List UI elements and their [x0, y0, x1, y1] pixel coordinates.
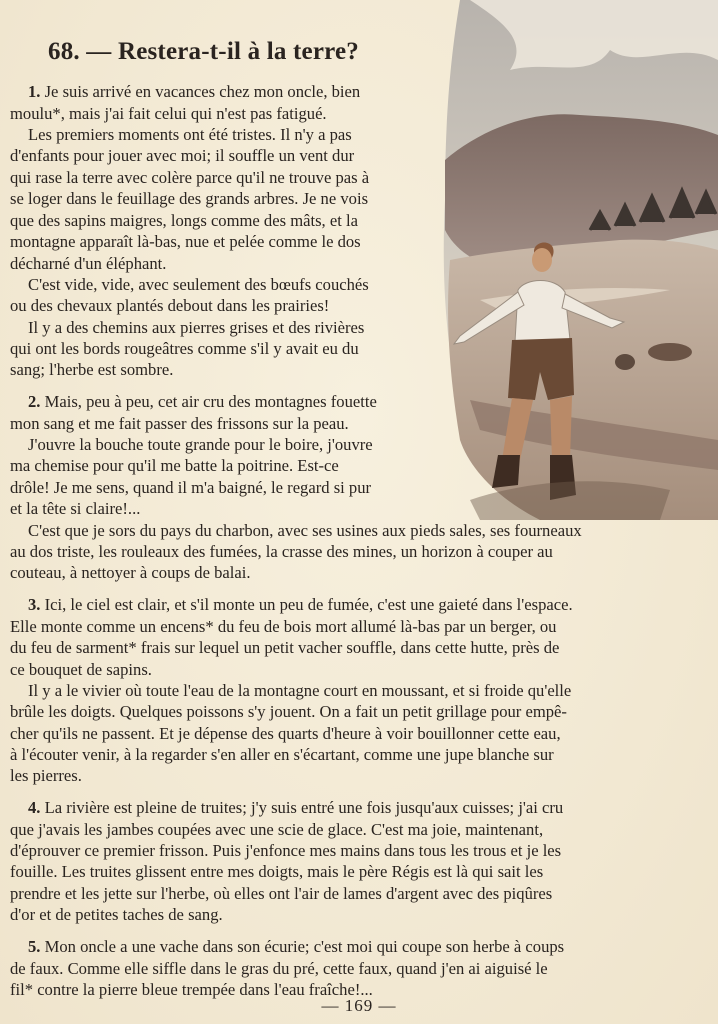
page-number: — 169 — [321, 996, 397, 1015]
text-line: au dos triste, les rouleaux des fumées, la crasse des mines, un horizon à couper au [10, 542, 553, 561]
paragraph-number: 3. [28, 595, 41, 614]
text-line: sang; l'herbe est sombre. [10, 360, 174, 379]
text-line: les pierres. [10, 766, 82, 785]
text-line: 3. Ici, le ciel est clair, et s'il monte un peu de fumée, c'est une gaieté dans l'espace. [28, 595, 573, 614]
paragraph-number: 2. [28, 392, 41, 411]
text-line: J'ouvre la bouche toute grande pour le boire, j'ouvre [28, 435, 373, 454]
text-line: mon sang et me fait passer des frissons sur la peau. [10, 414, 349, 433]
text-line: brûle les doigts. Quelques poissons s'y jouent. On a fait un petit grillage pour empê- [10, 702, 567, 721]
text-line: que j'avais les jambes coupées avec une scie de glace. C'est ma joie, maintenant, [10, 820, 544, 839]
text-line: C'est vide, vide, avec seulement des bœufs couchés [28, 275, 369, 294]
text-line: cher qu'ils ne passent. Et je dépense des quarts d'heure à voir bouillonner cette eau, [10, 724, 561, 743]
text-line: que des sapins maigres, longs comme des mâts, et la [10, 211, 358, 230]
text-line: prendre et les jette sur l'herbe, où elles ont l'air de lames d'argent avec des piqûres [10, 884, 553, 903]
text-line: d'éprouver ce premier frisson. Puis j'enfonce mes mains dans tous les trous et je les [10, 841, 562, 860]
text-line: 1. Je suis arrivé en vacances chez mon oncle, bien [28, 82, 361, 101]
text-line: d'or et de petites taches de sang. [10, 905, 223, 924]
text-line: à l'écouter venir, à la regarder s'en aller en s'écartant, comme une jupe blanche sur [10, 745, 554, 764]
text-line: décharné d'un éléphant. [10, 254, 167, 273]
text-line: ma chemise pour qu'il me batte la poitrine. Est-ce [10, 456, 339, 475]
text-line: du feu de sarment* frais sur lequel un petit vacher souffle, dans cette hutte, près de [10, 638, 560, 657]
text-line: fouille. Les truites glissent entre mes doigts, mais le père Régis est là qui sait les [10, 862, 544, 881]
text-line: 5. Mon oncle a une vache dans son écurie; c'est moi qui coupe son herbe à coups [28, 937, 565, 956]
text-line: drôle! Je me sens, quand il m'a baigné, le regard si pur [10, 478, 372, 497]
text-line: qui ont les bords rougeâtres comme s'il y avait eu du [10, 339, 359, 358]
text-line: couteau, à nettoyer à coups de balai. [10, 563, 251, 582]
text-line: fil* contre la pierre bleue trempée dans l'eau fraîche!... [10, 980, 373, 999]
text-line: de faux. Comme elle siffle dans le gras du pré, cette faux, quand j'en ai aiguisé le [10, 959, 548, 978]
paragraph-number: 1. [28, 82, 41, 101]
text-line: C'est que je sors du pays du charbon, avec ses usines aux pieds sales, ses fourneaux [28, 521, 582, 540]
text-line: et la tête si claire!... [10, 499, 141, 518]
text-line: ou des chevaux plantés debout dans les prairies! [10, 296, 330, 315]
text-line: Il y a des chemins aux pierres grises et des rivières [28, 318, 365, 337]
text-line: d'enfants pour jouer avec moi; il souffle un vent dur [10, 146, 355, 165]
text-line: moulu*, mais j'ai fait celui qui n'est pas fatigué. [10, 104, 327, 123]
paragraph-number: 4. [28, 798, 41, 817]
paragraph-number: 5. [28, 937, 41, 956]
text-line: Elle monte comme un encens* du feu de bois mort allumé là-bas par un berger, ou [10, 617, 557, 636]
text-line: 2. Mais, peu à peu, cet air cru des montagnes fouette [28, 392, 377, 411]
text-line: qui rase la terre avec colère parce qu'il ne trouve pas à [10, 168, 370, 187]
page-title: 68. — Restera-t-il à la terre? [48, 38, 359, 65]
text-line: ce bouquet de sapins. [10, 660, 152, 679]
text-line: Il y a le vivier où toute l'eau de la montagne court en moussant, et si froide qu'elle [28, 681, 572, 700]
text-line: montagne apparaît là-bas, nue et pelée comme le dos [10, 232, 361, 251]
text-line: Les premiers moments ont été tristes. Il n'y a pas [28, 125, 352, 144]
text-line: se loger dans le feuillage des grands arbres. Je ne vois [10, 189, 369, 208]
text-line: 4. La rivière est pleine de truites; j'y suis entré une fois jusqu'aux cuisses; j'ai cru [28, 798, 564, 817]
